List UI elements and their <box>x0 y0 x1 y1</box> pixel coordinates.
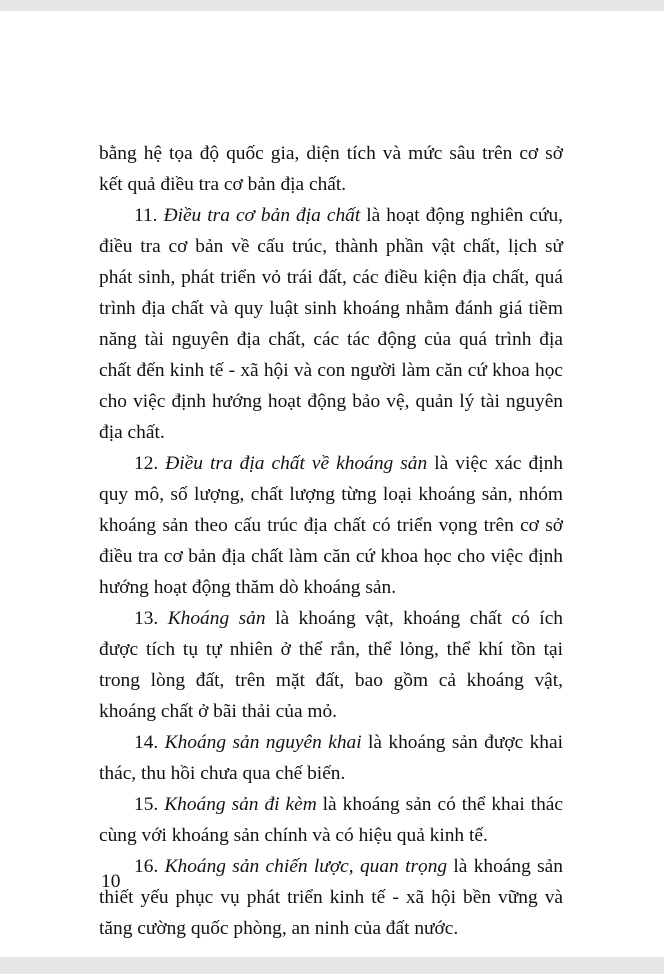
text-run: 15. <box>134 794 165 815</box>
defined-term: Khoáng sản <box>167 608 266 629</box>
text-run: là hoạt động nghiên cứu, điều tra cơ bản về cấu trúc, thành phần vật chất, lịch sử phát sinh, phát triển vỏ trái đất, các điều kiện địa chất, quá trình địa chất và quy luật sinh khoáng nhằm đánh giá tiềm năng tài nguyên địa chất, các tác động của quá trình địa chất đến kinh tế - xã hội và con người làm căn cứ khoa học cho việc định hướng hoạt động bảo vệ, quản lý tài nguyên địa chất. <box>99 205 563 443</box>
paragraph-clause-13 <box>99 603 563 727</box>
top-edge-band <box>0 0 664 11</box>
text-run: là khoáng sản thiết yếu phục vụ phát triển kinh tế - xã hội bền vững và tăng cường quốc phòng, an ninh của đất nước. <box>99 856 563 939</box>
document-page <box>0 11 664 957</box>
paragraph-clause-11 <box>99 200 563 448</box>
body-text-column <box>99 138 563 944</box>
defined-term: Điều tra địa chất về khoáng sản <box>165 453 428 474</box>
text-run: bằng hệ tọa độ quốc gia, diện tích và mức sâu trên cơ sở kết quả điều tra cơ bản địa chất. <box>99 143 563 195</box>
text-run: 16. <box>134 856 165 877</box>
text-run: 14. <box>134 732 165 753</box>
paragraph-clause-15 <box>99 789 563 851</box>
paragraph-clause-16 <box>99 851 563 944</box>
text-run: 12. <box>134 453 166 474</box>
bottom-edge-band <box>0 957 664 974</box>
paragraph-clause-14 <box>99 727 563 789</box>
text-run: là việc xác định quy mô, số lượng, chất lượng từng loại khoáng sản, nhóm khoáng sản theo cấu trúc địa chất có triển vọng trên cơ sở điều tra cơ bản địa chất làm căn cứ khoa học cho việc định hướng hoạt động thăm dò khoáng sản. <box>99 453 564 598</box>
defined-term: Khoáng sản đi kèm <box>164 794 317 815</box>
text-run: là khoáng sản được khai thác, thu hồi chưa qua chế biến. <box>99 732 563 784</box>
paragraph-clause-12 <box>99 448 563 603</box>
text-run: là khoáng sản có thể khai thác cùng với khoáng sản chính và có hiệu quả kinh tế. <box>99 794 563 846</box>
paragraph-continuation <box>99 138 563 200</box>
defined-term: Khoáng sản nguyên khai <box>164 732 362 753</box>
defined-term: Khoáng sản chiến lược, quan trọng <box>164 856 448 877</box>
text-run: 13. <box>134 608 168 629</box>
page-number: 10 <box>101 871 121 892</box>
text-run: 11. <box>134 205 164 226</box>
defined-term: Điều tra cơ bản địa chất <box>163 205 361 226</box>
text-run: là khoáng vật, khoáng chất có ích được tích tụ tự nhiên ở thể rắn, thể lỏng, thể khí tồn tại trong lòng đất, trên mặt đất, bao gồm cả khoáng vật, khoáng chất ở bãi thải của mỏ. <box>99 608 563 722</box>
